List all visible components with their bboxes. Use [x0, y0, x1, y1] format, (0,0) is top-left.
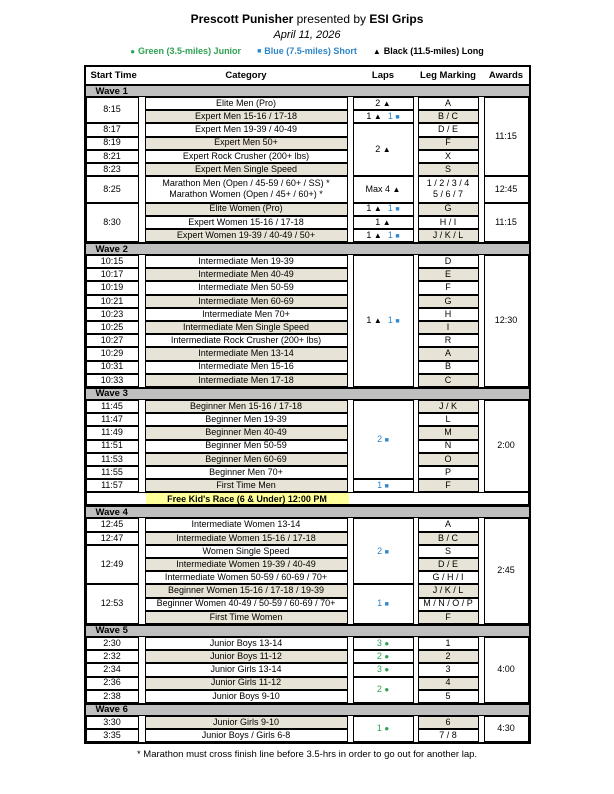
cell-line: 5 / 6 / 7: [432, 189, 464, 200]
dot-icon: ●: [384, 638, 390, 648]
laps-value: [377, 639, 389, 648]
triangle-icon: ▲: [373, 316, 382, 326]
dot-icon: ●: [384, 684, 390, 694]
laps-value: [375, 99, 390, 108]
wave-body-6: [86, 716, 529, 742]
square-icon: ■: [384, 601, 389, 609]
laps-cell: [353, 110, 414, 123]
laps-value: [388, 112, 400, 121]
laps-value: [377, 481, 389, 490]
start-time-cell: 10:29: [86, 347, 139, 360]
lap-count: 1: [366, 203, 374, 214]
event-date: April 11, 2026: [273, 29, 341, 41]
legend-label-black: Black (11.5-miles) Long: [383, 46, 484, 56]
kids-race-highlight: Free Kid's Race (6 & Under) 12:00 PM: [146, 493, 349, 504]
leg-marking-cell: R: [418, 334, 479, 347]
laps-cell: [353, 663, 414, 676]
column-header-category: Category: [225, 70, 267, 81]
leg-marking-cell: D / E: [418, 558, 479, 571]
awards-time-cell: 2:45: [484, 518, 529, 624]
leg-marking-cell: J / K / L: [418, 584, 479, 597]
wave-body-3: [86, 400, 529, 506]
wave-header-1: Wave 1: [86, 84, 529, 97]
category-cell: Intermediate Women 50-59 / 60-69 / 70+: [145, 571, 348, 584]
lap-count: 1: [375, 216, 383, 227]
laps-cell: [353, 97, 414, 110]
start-time-cell: 12:49: [86, 545, 139, 585]
start-time-cell: 8:23: [86, 163, 139, 176]
awards-time-cell: 4:30: [484, 716, 529, 742]
start-time-cell: 8:19: [86, 137, 139, 150]
triangle-icon: ▲: [373, 112, 382, 122]
leg-marking-cell: [418, 176, 479, 202]
lap-count: 1: [376, 723, 385, 734]
lap-count: 1: [366, 111, 374, 122]
leg-marking-cell: F: [418, 137, 479, 150]
laps-cell: [353, 176, 414, 202]
laps-value: [377, 599, 389, 608]
laps-value: [377, 724, 389, 733]
cell-line: 1 / 2 / 3 / 4: [426, 178, 470, 189]
wave-body-1: [86, 97, 529, 242]
leg-marking-cell: D: [418, 255, 479, 268]
dot-icon: ●: [384, 652, 390, 661]
leg-marking-cell: 5: [418, 690, 479, 703]
triangle-icon: ▲: [382, 217, 391, 227]
start-time-cell: 2:36: [86, 677, 139, 690]
start-time-cell: 11:55: [86, 466, 139, 479]
category-cell: Intermediate Men Single Speed: [145, 321, 348, 334]
start-time-cell: 10:31: [86, 361, 139, 374]
laps-cell: [353, 229, 414, 242]
laps-value: [366, 185, 401, 194]
awards-time-cell: 12:30: [484, 255, 529, 387]
laps-cell: [353, 203, 414, 216]
laps-cell: [353, 677, 414, 703]
start-time-cell: 10:19: [86, 281, 139, 294]
schedule-table: [84, 65, 531, 744]
category-cell: Junior Girls 9-10: [145, 716, 348, 729]
start-time-cell: 8:15: [86, 97, 139, 123]
start-time-cell: 11:57: [86, 479, 139, 492]
laps-value: [366, 231, 381, 240]
blue-square-icon: ■: [257, 47, 262, 55]
category-cell: Beginner Men 19-39: [145, 413, 348, 426]
leg-marking-cell: A: [418, 518, 479, 531]
legend-item-green: [130, 46, 241, 56]
lap-count: 1: [366, 229, 374, 240]
leg-marking-cell: B: [418, 361, 479, 374]
start-time-cell: 10:27: [86, 334, 139, 347]
triangle-icon: ▲: [392, 184, 401, 194]
laps-cell: [353, 518, 414, 584]
dot-icon: ●: [384, 665, 390, 675]
awards-time-cell: 12:45: [484, 176, 529, 202]
start-time-cell: 11:51: [86, 440, 139, 453]
lap-count: 1: [377, 479, 385, 490]
leg-marking-cell: J / K: [418, 400, 479, 413]
start-time-cell: 2:34: [86, 663, 139, 676]
category-cell: Intermediate Men 60-69: [145, 295, 348, 308]
leg-marking-cell: L: [418, 413, 479, 426]
awards-time-cell: 2:00: [484, 400, 529, 492]
category-cell: Intermediate Women 13-14: [145, 518, 348, 531]
category-cell: Expert Men 19-39 / 40-49: [145, 123, 348, 136]
leg-marking-cell: F: [418, 479, 479, 492]
wave-header-3: Wave 3: [86, 387, 529, 400]
category-cell: Junior Girls 13-14: [145, 663, 348, 676]
awards-time-cell: 11:15: [484, 97, 529, 176]
lap-count: 3: [376, 664, 385, 675]
awards-time-cell: 4:00: [484, 637, 529, 703]
laps-value: [377, 685, 389, 694]
awards-time-cell: 11:15: [484, 203, 529, 243]
leg-marking-cell: M / N / O / P: [418, 598, 479, 611]
leg-marking-cell: G / H / I: [418, 571, 479, 584]
start-time-cell: 10:23: [86, 308, 139, 321]
leg-marking-cell: 3: [418, 663, 479, 676]
start-time-cell: 2:32: [86, 650, 139, 663]
category-cell: Expert Men Single Speed: [145, 163, 348, 176]
lap-count: 2: [377, 433, 385, 444]
green-dot-icon: ●: [130, 46, 136, 56]
start-time-cell: 10:17: [86, 268, 139, 281]
start-time-cell: 12:47: [86, 532, 139, 545]
black-triangle-icon: ▲: [372, 46, 381, 56]
title-connector: presented by: [293, 12, 370, 26]
laps-value: [366, 112, 381, 121]
leg-marking-cell: 1: [418, 637, 479, 650]
sponsor-name: ESI Grips: [369, 12, 424, 26]
start-time-cell: 11:45: [86, 400, 139, 413]
category-cell: First Time Women: [145, 611, 348, 624]
category-cell: Intermediate Women 19-39 / 40-49: [145, 558, 348, 571]
category-cell: Intermediate Men 13-14: [145, 347, 348, 360]
leg-marking-cell: D / E: [418, 123, 479, 136]
triangle-icon: ▲: [373, 230, 382, 240]
laps-value: [375, 218, 390, 227]
start-time-cell: 2:38: [86, 690, 139, 703]
laps-value: [377, 435, 389, 444]
leg-marking-cell: O: [418, 453, 479, 466]
category-cell: Intermediate Rock Crusher (200+ lbs): [145, 334, 348, 347]
lap-count: Max 4: [365, 183, 393, 194]
leg-marking-cell: G: [418, 203, 479, 216]
square-icon: ■: [395, 206, 400, 214]
square-icon: ■: [384, 548, 389, 556]
leg-marking-cell: H: [418, 308, 479, 321]
category-cell: Expert Women 15-16 / 17-18: [145, 216, 348, 229]
laps-cell: [353, 216, 414, 229]
lap-count: 3: [376, 637, 385, 648]
laps-cell: [353, 637, 414, 650]
lap-count: 2: [375, 144, 383, 155]
leg-marking-cell: N: [418, 440, 479, 453]
course-legend: [0, 46, 614, 56]
laps-cell: [353, 255, 414, 387]
cell-line: Marathon Women (Open / 45+ / 60+) *: [169, 189, 323, 200]
lap-count: 2: [376, 683, 385, 694]
legend-item-black: [373, 46, 484, 56]
lap-count: 1: [377, 598, 385, 609]
category-cell: Beginner Women 40-49 / 50-59 / 60-69 / 70+: [145, 598, 348, 611]
category-cell: Beginner Men 15-16 / 17-18: [145, 400, 348, 413]
leg-marking-cell: A: [418, 97, 479, 110]
start-time-cell: 12:45: [86, 518, 139, 531]
category-cell: Elite Women (Pro): [145, 203, 348, 216]
laps-value: [388, 231, 400, 240]
leg-marking-cell: S: [418, 163, 479, 176]
category-cell: Beginner Men 50-59: [145, 440, 348, 453]
laps-cell: [353, 400, 414, 479]
leg-marking-cell: E: [418, 268, 479, 281]
kids-race-row: [86, 492, 529, 505]
category-cell: Junior Boys / Girls 6-8: [145, 729, 348, 742]
leg-marking-cell: B / C: [418, 110, 479, 123]
start-time-cell: 8:21: [86, 150, 139, 163]
start-time-cell: 11:49: [86, 426, 139, 439]
leg-marking-cell: 6: [418, 716, 479, 729]
legend-label-green: Green (3.5-miles) Junior: [138, 46, 242, 56]
category-cell: Intermediate Men 19-39: [145, 255, 348, 268]
laps-cell: [353, 479, 414, 492]
leg-marking-cell: P: [418, 466, 479, 479]
lap-count: 1: [387, 203, 396, 214]
laps-value: [388, 316, 400, 325]
category-cell: [145, 176, 348, 202]
category-cell: Expert Men 50+: [145, 137, 348, 150]
leg-marking-cell: I: [418, 321, 479, 334]
leg-marking-cell: 7 / 8: [418, 729, 479, 742]
laps-value: [377, 665, 389, 674]
laps-value: [375, 145, 390, 154]
category-cell: Junior Boys 9-10: [145, 690, 348, 703]
wave-header-2: Wave 2: [86, 242, 529, 255]
lap-count: 2: [375, 97, 383, 108]
category-cell: Junior Boys 13-14: [145, 637, 348, 650]
leg-marking-cell: 4: [418, 677, 479, 690]
category-cell: Expert Women 19-39 / 40-49 / 50+: [145, 229, 348, 242]
wave-header-6: Wave 6: [86, 703, 529, 716]
leg-marking-cell: H / I: [418, 216, 479, 229]
leg-marking-cell: 2: [418, 650, 479, 663]
category-cell: Intermediate Women 15-16 / 17-18: [145, 532, 348, 545]
start-time-cell: 2:30: [86, 637, 139, 650]
leg-marking-cell: A: [418, 347, 479, 360]
start-time-cell: 3:35: [86, 729, 139, 742]
laps-value: [377, 652, 389, 661]
square-icon: ■: [384, 436, 389, 444]
triangle-icon: ▲: [382, 145, 391, 155]
page-title: [0, 12, 614, 26]
lap-count: 1: [387, 315, 396, 326]
start-time-cell: 10:15: [86, 255, 139, 268]
leg-marking-cell: B / C: [418, 532, 479, 545]
column-header-start-time: Start Time: [90, 70, 137, 81]
category-cell: Junior Boys 11-12: [145, 650, 348, 663]
lap-count: 2: [376, 651, 385, 661]
start-time-cell: 10:25: [86, 321, 139, 334]
triangle-icon: ▲: [382, 98, 391, 108]
category-cell: Elite Men (Pro): [145, 97, 348, 110]
category-cell: Beginner Men 70+: [145, 466, 348, 479]
start-time-cell: 3:30: [86, 716, 139, 729]
column-header-laps: Laps: [371, 70, 395, 81]
start-time-cell: 8:30: [86, 203, 139, 243]
category-cell: Intermediate Men 17-18: [145, 374, 348, 387]
leg-marking-cell: F: [418, 611, 479, 624]
category-cell: Beginner Men 60-69: [145, 453, 348, 466]
category-cell: Junior Girls 11-12: [145, 677, 348, 690]
legend-label-blue: Blue (7.5-miles) Short: [264, 46, 357, 56]
laps-value: [366, 204, 381, 213]
start-time-cell: 10:21: [86, 295, 139, 308]
laps-cell: [353, 123, 414, 176]
category-cell: Beginner Women 15-16 / 17-18 / 19-39: [145, 584, 348, 597]
leg-marking-cell: X: [418, 150, 479, 163]
start-time-cell: 12:53: [86, 584, 139, 624]
square-icon: ■: [395, 318, 400, 326]
start-time-cell: 11:47: [86, 413, 139, 426]
category-cell: Intermediate Men 70+: [145, 308, 348, 321]
category-cell: First Time Men: [145, 479, 348, 492]
start-time-cell: 11:53: [86, 453, 139, 466]
category-cell: Expert Men 15-16 / 17-18: [145, 110, 348, 123]
wave-header-5: Wave 5: [86, 624, 529, 637]
laps-cell: [353, 650, 414, 663]
dot-icon: ●: [384, 724, 390, 734]
category-cell: Beginner Men 40-49: [145, 426, 348, 439]
leg-marking-cell: C: [418, 374, 479, 387]
column-header-leg-marking: Leg Marking: [420, 70, 476, 81]
lap-count: 1: [366, 315, 374, 326]
category-cell: Women Single Speed: [145, 545, 348, 558]
square-icon: ■: [395, 114, 400, 122]
laps-cell: [353, 716, 414, 742]
leg-marking-cell: M: [418, 426, 479, 439]
lap-count: 1: [387, 111, 396, 122]
category-cell: Expert Rock Crusher (200+ lbs): [145, 150, 348, 163]
wave-body-4: [86, 518, 529, 624]
square-icon: ■: [395, 232, 400, 240]
laps-cell: [353, 584, 414, 624]
start-time-cell: 8:25: [86, 176, 139, 202]
wave-body-2: [86, 255, 529, 387]
wave-header-4: Wave 4: [86, 505, 529, 518]
laps-value: [366, 316, 381, 325]
leg-marking-cell: J / K / L: [418, 229, 479, 242]
lap-count: 1: [387, 229, 396, 240]
wave-body-5: [86, 637, 529, 703]
laps-value: [388, 204, 400, 213]
triangle-icon: ▲: [373, 204, 382, 214]
marathon-footnote: * Marathon must cross finish line before 3.5-hrs in order to go out for another lap.: [136, 749, 478, 761]
start-time-cell: 8:17: [86, 123, 139, 136]
legend-item-blue: [257, 46, 357, 56]
leg-marking-cell: F: [418, 281, 479, 294]
laps-value: [377, 547, 389, 556]
column-header-awards: Awards: [488, 70, 524, 81]
event-name: Prescott Punisher: [190, 12, 294, 26]
lap-count: 2: [377, 545, 385, 556]
category-cell: Intermediate Men 50-59: [145, 281, 348, 294]
category-cell: Intermediate Men 15-16: [145, 361, 348, 374]
cell-line: Marathon Men (Open / 45-59 / 60+ / SS) *: [162, 178, 330, 189]
leg-marking-cell: G: [418, 295, 479, 308]
table-header-row: [86, 67, 529, 84]
start-time-cell: 10:33: [86, 374, 139, 387]
category-cell: Intermediate Men 40-49: [145, 268, 348, 281]
leg-marking-cell: S: [418, 545, 479, 558]
square-icon: ■: [384, 482, 389, 490]
